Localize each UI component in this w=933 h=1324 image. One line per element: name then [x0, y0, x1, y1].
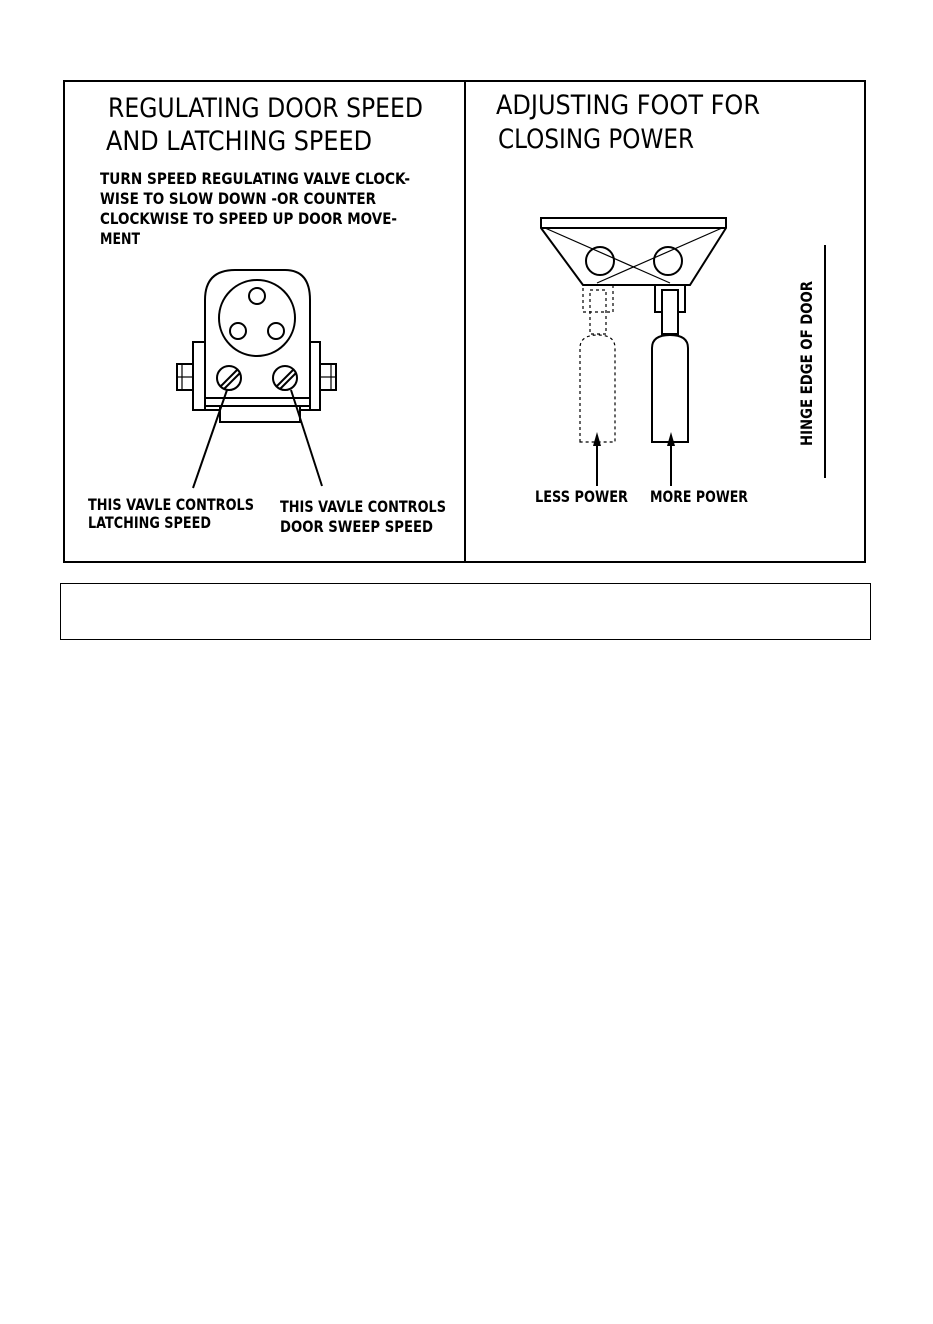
more-power-label: MORE POWER: [650, 487, 748, 506]
instruction-line-2: WISE TO SLOW DOWN -OR COUNTER: [100, 189, 376, 208]
instruction-line-4: MENT: [100, 229, 141, 248]
hinge-edge-label: HINGE EDGE OF DOOR: [797, 246, 816, 446]
right-valve-label-line1: THIS VAVLE CONTROLS: [280, 497, 446, 516]
caption-text: [61, 584, 870, 620]
left-title-line2: AND LATCHING SPEED: [106, 126, 372, 157]
caption-box: [60, 583, 871, 640]
instruction-line-1: TURN SPEED REGULATING VALVE CLOCK-: [100, 169, 410, 188]
instruction-line-3: CLOCKWISE TO SPEED UP DOOR MOVE-: [100, 209, 397, 228]
right-title-line2: CLOSING POWER: [498, 124, 694, 155]
left-valve-label-line2: LATCHING SPEED: [88, 513, 211, 532]
right-valve-label-line2: DOOR SWEEP SPEED: [280, 517, 433, 536]
left-title-line1: REGULATING DOOR SPEED: [108, 93, 423, 124]
right-title-line1: ADJUSTING FOOT FOR: [496, 90, 760, 121]
adjusting-foot-drawing: [541, 218, 825, 486]
less-power-label: LESS POWER: [535, 487, 628, 506]
valve-housing-drawing: [177, 270, 336, 488]
left-valve-label-line1: THIS VAVLE CONTROLS: [88, 495, 254, 514]
